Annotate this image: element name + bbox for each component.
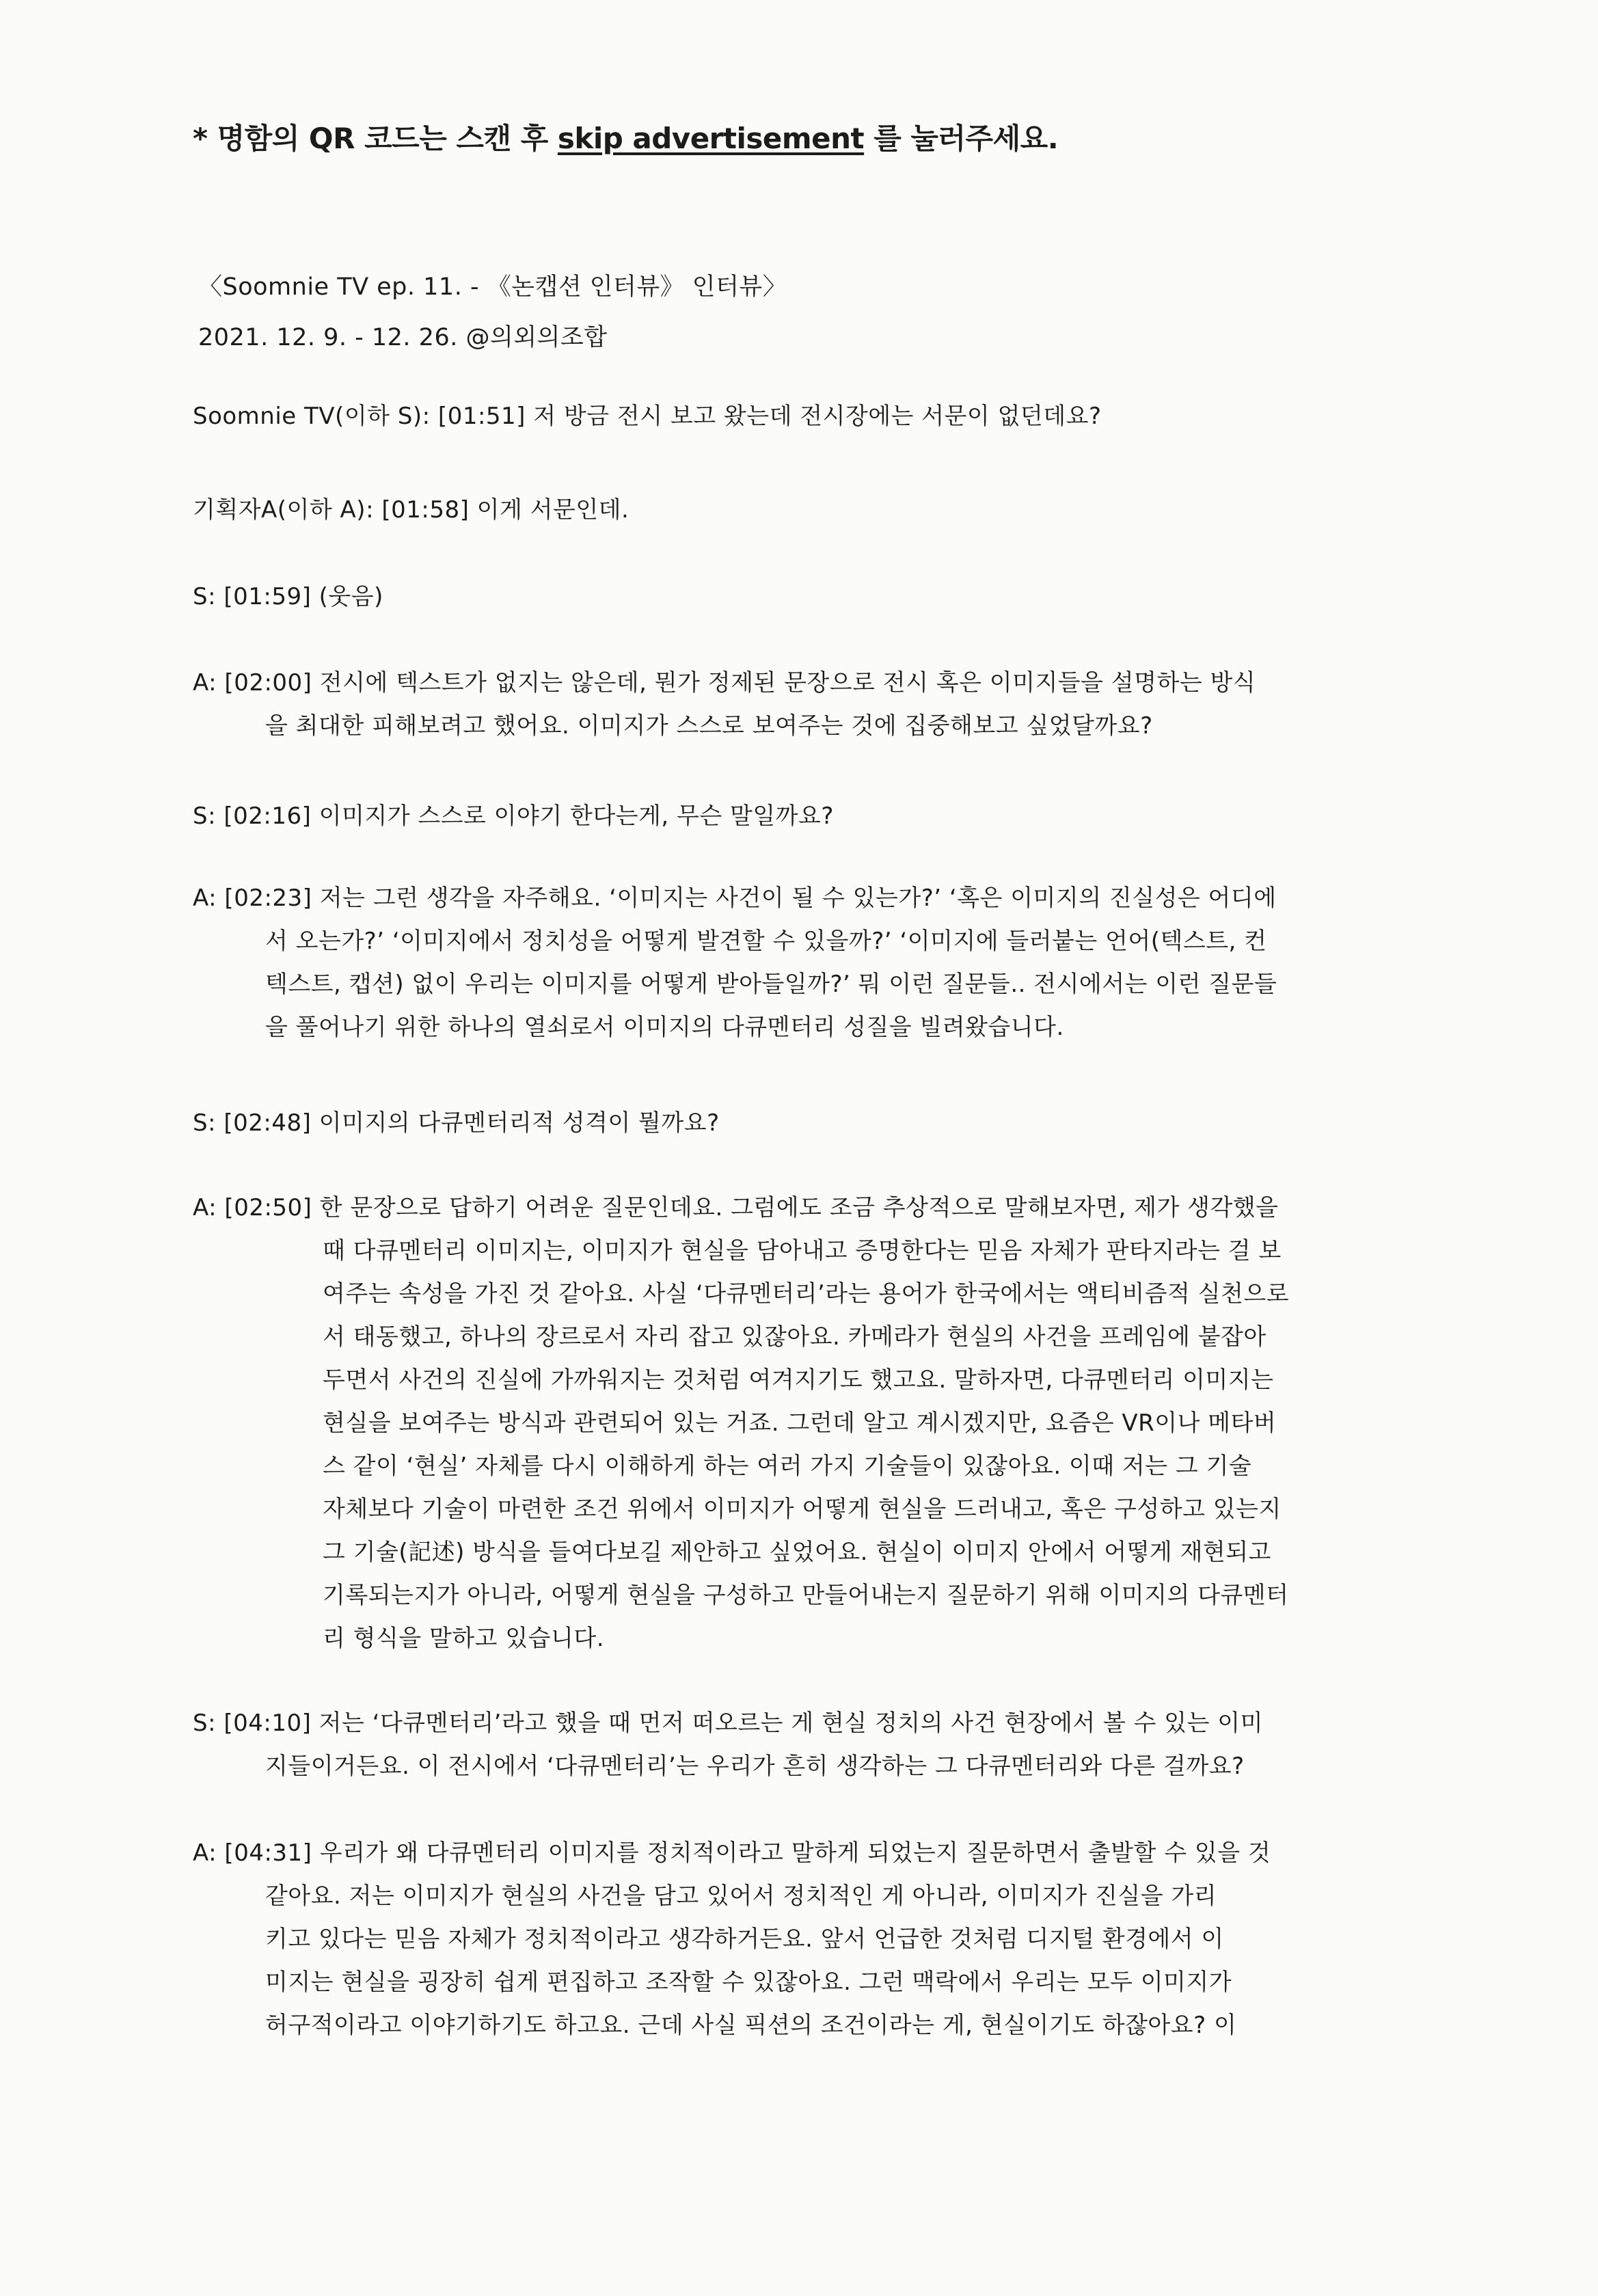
- transcript-line: 미지는 현실을 굉장히 쉽게 편집하고 조작할 수 있잖아요. 그런 맥락에서 우리는 모두 이미지가: [265, 1969, 1232, 1996]
- transcript-line: 자체보다 기술이 마련한 조건 위에서 이미지가 어떻게 현실을 드러내고, 혹은 구성하고 있는지: [323, 1496, 1282, 1523]
- document-date: 2021. 12. 9. - 12. 26. @의외의조합: [198, 324, 608, 351]
- transcript-line: A: [02:00] 전시에 텍스트가 없지는 않은데, 뭔가 정제된 문장으로 전시 혹은 이미지들을 설명하는 방식: [193, 669, 1256, 697]
- transcript-entry: [193, 1187, 1512, 1660]
- transcript-line: S: [01:59] (웃음): [193, 583, 383, 610]
- transcript-line: 두면서 사건의 진실에 가까워지는 것처럼 여겨지기도 했고요. 말하자면, 다큐멘터리 이미지는: [323, 1366, 1274, 1394]
- qr-notice-prefix: * 명함의 QR 코드는 스캔 후: [193, 122, 558, 155]
- transcript-line: 을 풀어나기 위한 하나의 열쇠로서 이미지의 다큐멘터리 성질을 빌려왔습니다.: [265, 1014, 1064, 1041]
- transcript-line: 서 오는가?’ ‘이미지에서 정치성을 어떻게 발견할 수 있을까?’ ‘이미지에 들러붙는 언어(텍스트, 컨: [265, 928, 1267, 955]
- transcript-entry: [193, 395, 1512, 438]
- transcript-line: S: [04:10] 저는 ‘다큐멘터리’라고 했을 때 먼저 떠오르는 게 현실 정치의 사건 현장에서 볼 수 있는 이미: [193, 1710, 1263, 1737]
- document-title: 〈Soomnie TV ep. 11. - 《논캡션 인터뷰》 인터뷰〉: [198, 273, 787, 301]
- transcript-line: 키고 있다는 믿음 자체가 정치적이라고 생각하거든요. 앞서 언급한 것처럼 디지털 환경에서 이: [265, 1926, 1224, 1953]
- qr-notice-suffix: 를 눌러주세요.: [864, 122, 1059, 155]
- transcript-entry: [193, 1832, 1512, 2047]
- transcript-entry: [193, 662, 1512, 748]
- transcript-entry: [193, 1102, 1512, 1145]
- transcript-line: 리 형식을 말하고 있습니다.: [323, 1625, 605, 1652]
- transcript-line: 기획자A(이하 A): [01:58] 이게 서문인데.: [193, 496, 629, 524]
- transcript-line: A: [02:50] 한 문장으로 답하기 어려운 질문인데요. 그럼에도 조금 추상적으로 말해보자면, 제가 생각했을: [193, 1194, 1279, 1221]
- transcript-line: 그 기술(記述) 방식을 들여다보길 제안하고 싶었어요. 현실이 이미지 안에서 어떻게 재현되고: [323, 1539, 1271, 1566]
- transcript-line: S: [02:48] 이미지의 다큐멘터리적 성격이 뭘까요?: [193, 1109, 720, 1137]
- transcript-entry: [193, 576, 1512, 619]
- transcript-line: Soomnie TV(이하 S): [01:51] 저 방금 전시 보고 왔는데 전시장에는 서문이 없던데요?: [193, 403, 1102, 430]
- transcript-line: 허구적이라고 이야기하기도 하고요. 근데 사실 픽션의 조건이라는 게, 현실이기도 하잖아요? 이: [265, 2012, 1237, 2039]
- transcript-line: 텍스트, 캡션) 없이 우리는 이미지를 어떻게 받아들일까?’ 뭐 이런 질문들.. 전시에서는 이런 질문들: [265, 971, 1277, 998]
- skip-advertisement-text: skip advertisement: [557, 122, 865, 155]
- transcript-line: A: [02:23] 저는 그런 생각을 자주해요. ‘이미지는 사건이 될 수 있는가?’ ‘혹은 이미지의 진실성은 어디에: [193, 884, 1277, 912]
- qr-notice: [193, 116, 1058, 157]
- transcript-line: 을 최대한 피해보려고 했어요. 이미지가 스스로 보여주는 것에 집중해보고 싶었달까요?: [265, 712, 1153, 740]
- transcript-entry: [193, 1702, 1512, 1788]
- transcript-entry: [193, 877, 1512, 1049]
- transcript-line: 여주는 속성을 가진 것 같아요. 사실 ‘다큐멘터리’라는 용어가 한국에서는 액티비즘적 실천으로: [323, 1280, 1290, 1308]
- transcript-line: 스 같이 ‘현실’ 자체를 다시 이해하게 하는 여러 가지 기술들이 있잖아요. 이때 저는 그 기술: [323, 1453, 1252, 1480]
- transcript-line: S: [02:16] 이미지가 스스로 이야기 한다는게, 무슨 말일까요?: [193, 802, 834, 830]
- transcript-entry: [193, 489, 1512, 532]
- transcript-line: A: [04:31] 우리가 왜 다큐멘터리 이미지를 정치적이라고 말하게 되었는지 질문하면서 출발할 수 있을 것: [193, 1839, 1271, 1867]
- transcript-line: 지들이거든요. 이 전시에서 ‘다큐멘터리’는 우리가 흔히 생각하는 그 다큐멘터리와 다른 걸까요?: [265, 1753, 1245, 1780]
- transcript-line: 서 태동했고, 하나의 장르로서 자리 잡고 있잖아요. 카메라가 현실의 사건을 프레임에 붙잡아: [323, 1323, 1267, 1351]
- transcript-line: 현실을 보여주는 방식과 관련되어 있는 거죠. 그런데 알고 계시겠지만, 요즘은 VR이나 메타버: [323, 1409, 1277, 1437]
- transcript-entry: [193, 795, 1512, 838]
- transcript-line: 기록되는지가 아니라, 어떻게 현실을 구성하고 만들어내는지 질문하기 위해 이미지의 다큐멘터: [323, 1582, 1289, 1609]
- transcript-line: 때 다큐멘터리 이미지는, 이미지가 현실을 담아내고 증명한다는 믿음 자체가 판타지라는 걸 보: [323, 1237, 1282, 1265]
- transcript-line: 같아요. 저는 이미지가 현실의 사건을 담고 있어서 정치적인 게 아니라, 이미지가 진실을 가리: [265, 1882, 1217, 1910]
